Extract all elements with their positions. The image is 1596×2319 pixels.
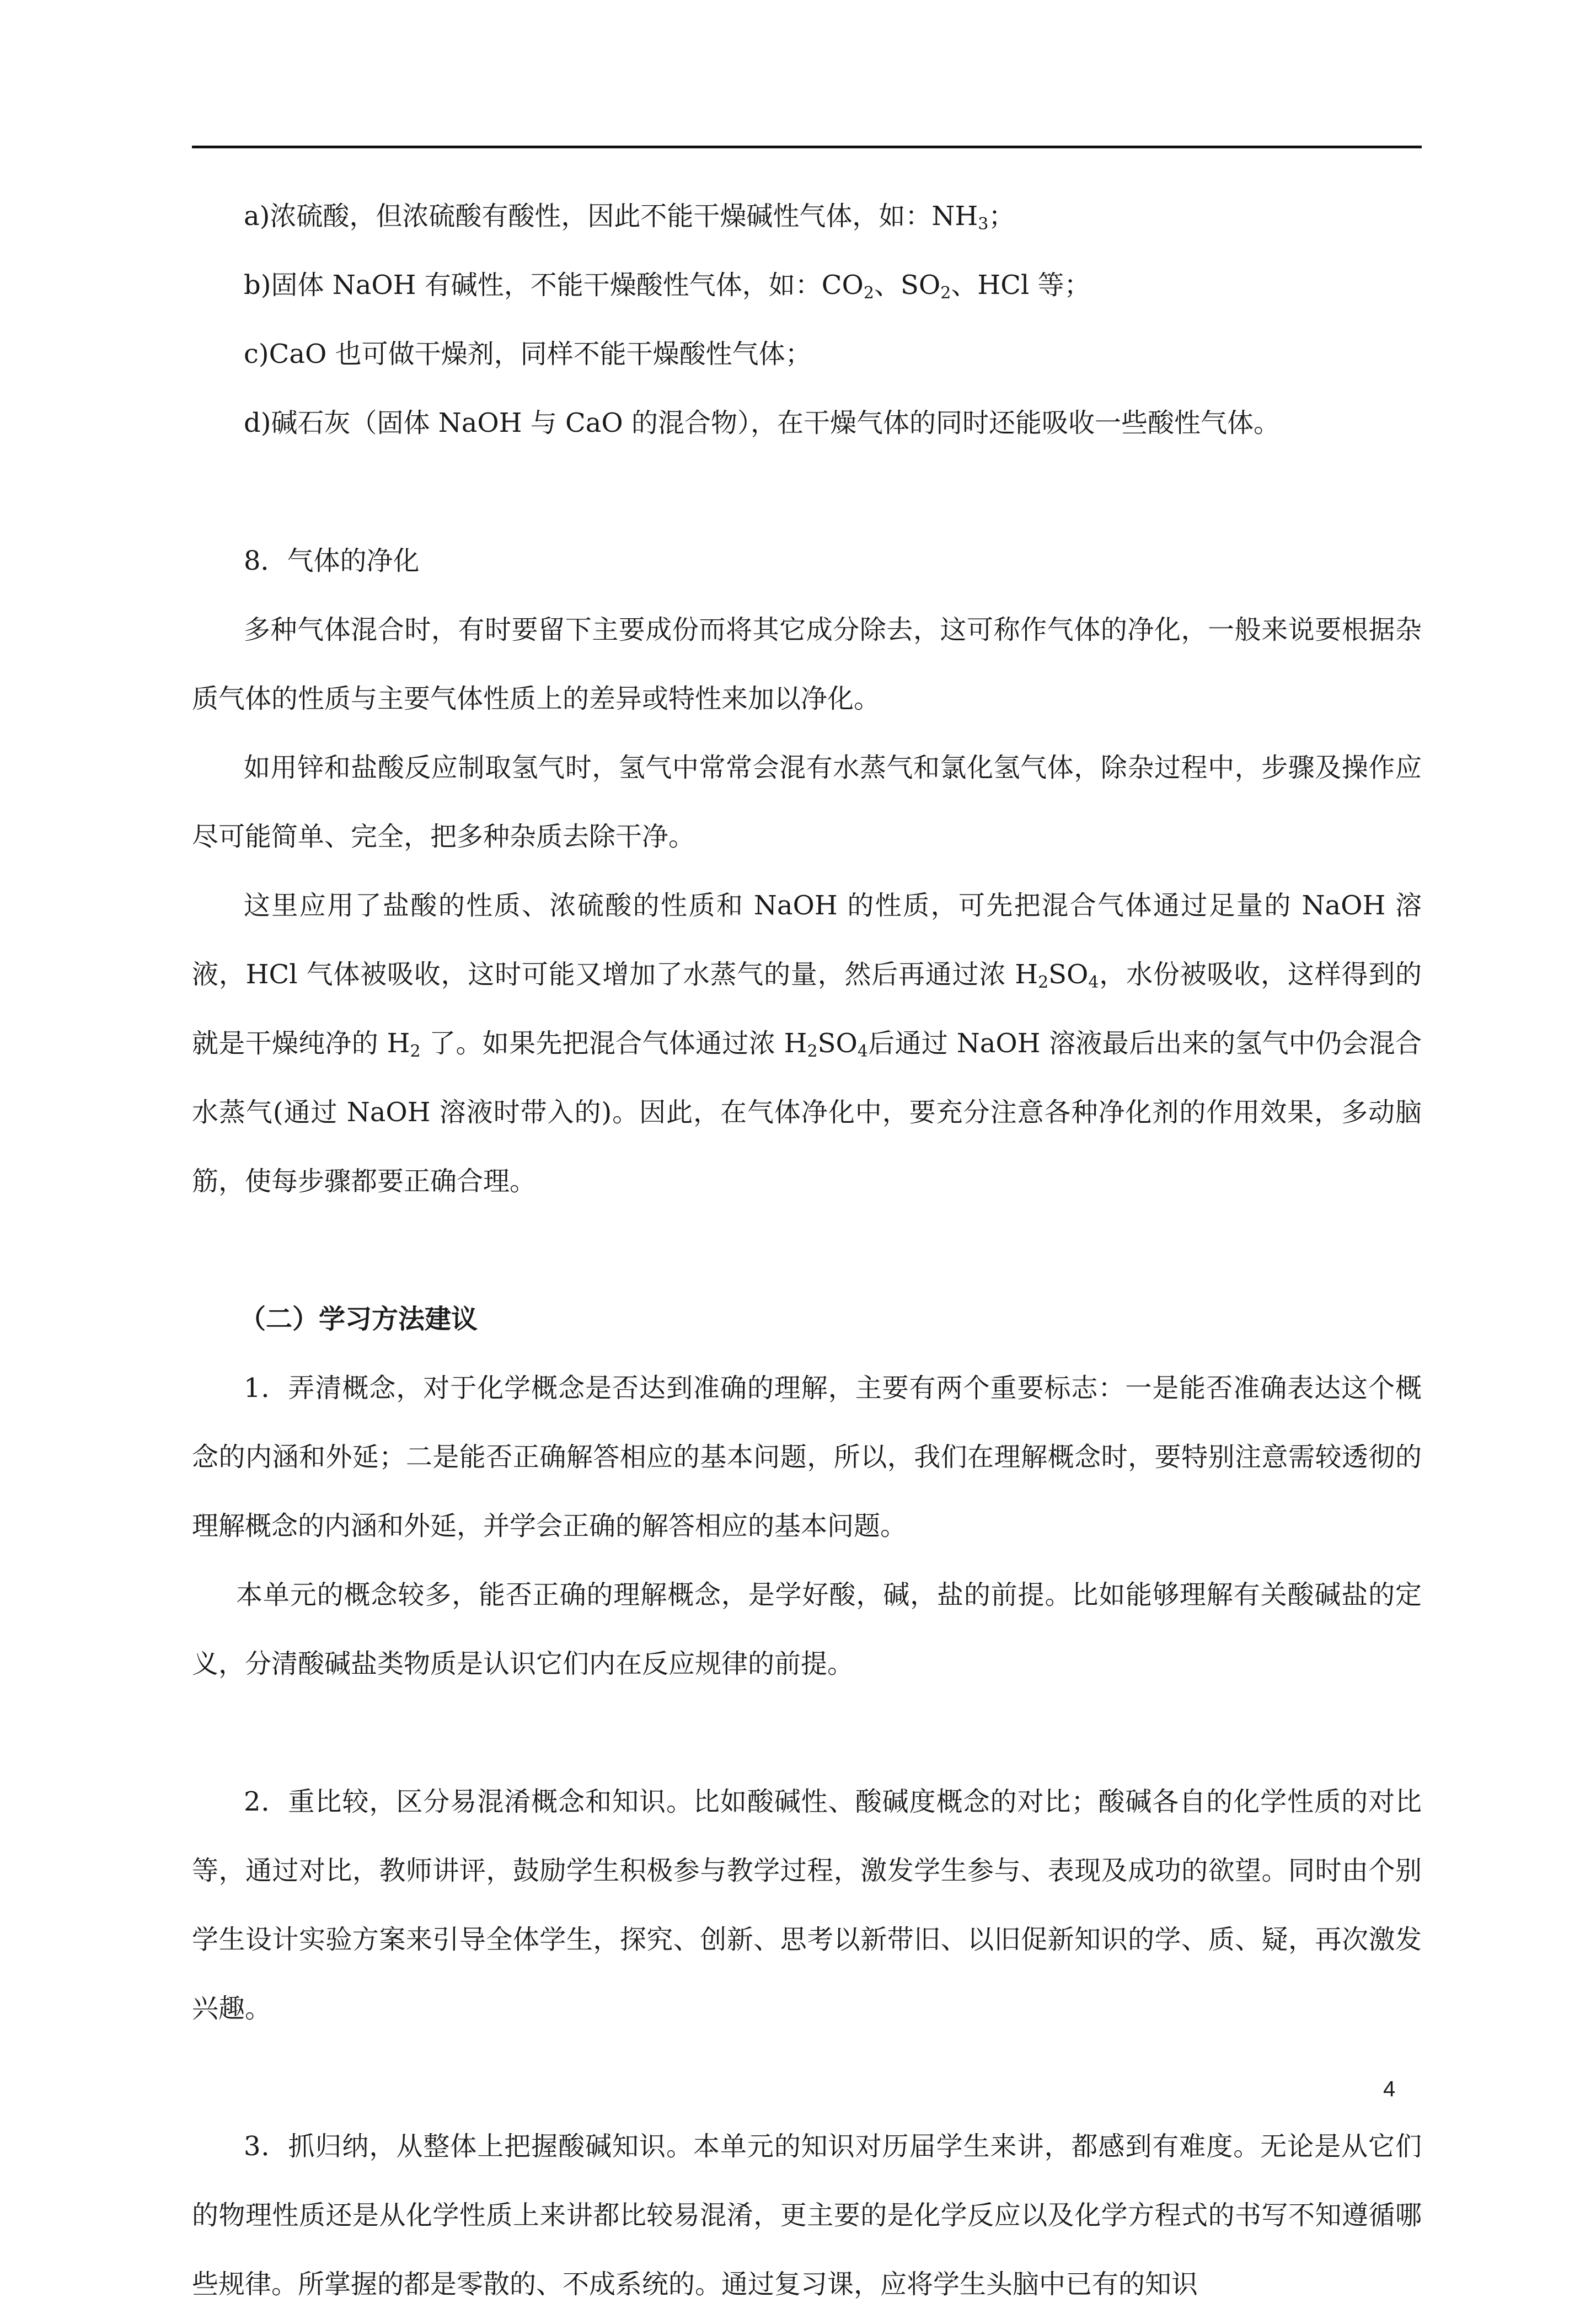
section-2-paragraph-2: 本单元的概念较多，能否正确的理解概念，是学好酸，碱，盐的前提。比如能够理解有关酸碱盐的定义，分清酸碱盐类物质是认识它们内在反应规律的前提。 <box>192 1579 1422 1679</box>
section-8-paragraph-2: 如用锌和盐酸反应制取氢气时，氢气中常常会混有水蒸气和氯化氢气体，除杂过程中，步骤及操作应尽可能简单、完全，把多种杂质去除干净。 <box>192 752 1422 852</box>
p3-text-5: SO <box>817 1028 858 1059</box>
p3-text-2: SO <box>1048 959 1089 990</box>
dry-item-a <box>192 182 1422 251</box>
subscript: 2 <box>410 1042 421 1061</box>
page-body <box>192 182 1422 2319</box>
spacer <box>192 458 1422 527</box>
section-8-paragraph-3 <box>192 871 1422 1216</box>
section-8-title: 8．气体的净化 <box>244 545 420 576</box>
subscript: 2 <box>807 1042 818 1061</box>
dry-item-d <box>192 389 1422 458</box>
section-2-paragraph-1: 1．弄清概念，对于化学概念是否达到准确的理解，主要有两个重要标志：一是能否准确表达这个概念的内涵和外延；二是能否正确解答相应的基本问题，所以，我们在理解概念时，要特别注意需较透彻的理解概念的内涵和外延，并学会正确的解答相应的基本问题。 <box>192 1373 1422 1541</box>
dry-item-d-text: d)碱石灰（固体 NaOH 与 CaO 的混合物），在干燥气体的同时还能吸收一些酸性气体。 <box>244 408 1281 438</box>
section-2-paragraph-3: 2．重比较，区分易混淆概念和知识。比如酸碱性、酸碱度概念的对比；酸碱各自的化学性质的对比等，通过对比，教师讲评，鼓励学生积极参与教学过程，激发学生参与、表现及成功的欲望。同时由个别学生设计实验方案来引导全体学生，探究、创新、思考以新带旧、以旧促新知识的学、质、疑，再次激发兴趣。 <box>192 1786 1422 2024</box>
subscript: 2 <box>1038 973 1049 992</box>
subscript: 3 <box>978 215 989 234</box>
dry-item-b-mid: 、SO <box>874 270 941 301</box>
subscript: 2 <box>863 283 874 303</box>
subscript: 4 <box>1088 973 1099 992</box>
dry-item-a-text: a)浓硫酸，但浓硫酸有酸性，因此不能干燥碱性气体，如：NH <box>244 201 978 232</box>
section-8-paragraph-1: 多种气体混合时，有时要留下主要成份而将其它成分除去，这可称作气体的净化，一般来说要根据杂质气体的性质与主要气体性质上的差异或特性来加以净化。 <box>192 614 1422 714</box>
dry-item-c-text: c)CaO 也可做干燥剂，同样不能干燥酸性气体； <box>244 339 812 369</box>
dry-item-a-end: ； <box>988 201 1015 232</box>
spacer <box>192 1699 1422 1768</box>
dry-item-b <box>192 251 1422 320</box>
spacer <box>192 1216 1422 1285</box>
subscript: 4 <box>857 1042 868 1061</box>
section-2-paragraph-4: 3．抓归纳，从整体上把握酸碱知识。本单元的知识对历届学生来讲，都感到有难度。无论是从它们的物理性质还是从化学性质上来讲都比较易混淆，更主要的是化学反应以及化学方程式的书写不知遵循哪些规律。所掌握的都是零散的、不成系统的。通过复习课，应将学生头脑中已有的知识 <box>192 2131 1422 2300</box>
p3-text-1: 这里应用了盐酸的性质、浓硫酸的性质和 NaOH 的性质，可先把混合气体通过足量的 NaOH 溶液，HCl 气体被吸收，这时可能又增加了水蒸气的量，然后再通过浓 H <box>192 890 1422 990</box>
dry-item-b-end: 、HCl 等； <box>951 270 1091 301</box>
spacer <box>192 2043 1422 2112</box>
dry-item-c <box>192 320 1422 389</box>
p3-text-4: 了。如果先把混合气体通过浓 H <box>420 1028 807 1059</box>
p3-text-3: ，水份被吸收，这样得到的就是干燥纯净的 H <box>192 959 1422 1059</box>
header-rule <box>192 146 1422 148</box>
p3-text-6: 后通过 NaOH 溶液最后出来的氢气中仍会混合水蒸气(通过 NaOH 溶液时带入的)。因此，在气体净化中，要充分注意各种净化剂的作用效果，多动脑筋，使每步骤都要正确合理。 <box>192 1028 1422 1197</box>
subscript: 2 <box>940 283 951 303</box>
section-2-title: （二）学习方法建议 <box>239 1304 478 1335</box>
page-number: 4 <box>1383 2077 1396 2101</box>
dry-item-b-text: b)固体 NaOH 有碱性，不能干燥酸性气体，如：CO <box>244 270 864 301</box>
